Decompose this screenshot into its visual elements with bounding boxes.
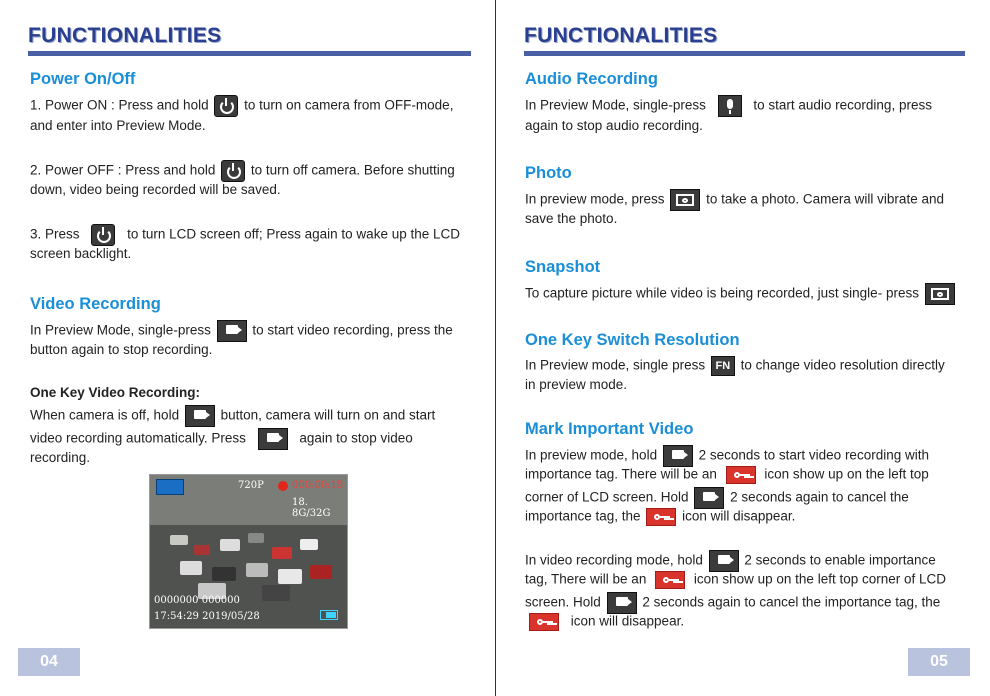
storage-label: 18. 8G/32G [292, 497, 331, 519]
car [220, 539, 240, 551]
video-camera-icon [185, 405, 215, 427]
section-title-power: Power On/Off [30, 70, 136, 88]
key-icon [655, 571, 685, 589]
text: 1. Power ON : Press and hold [30, 97, 209, 113]
mark-p2-line3 [525, 592, 940, 614]
header-rule [28, 51, 471, 56]
text: button, camera will turn on and start [220, 407, 436, 423]
video-camera-icon [258, 428, 288, 450]
microphone-icon [718, 95, 742, 117]
text: to start audio recording, press [753, 97, 932, 113]
text: to turn on camera from OFF-mode, [244, 97, 454, 113]
header-rule [524, 51, 965, 56]
photo-line1 [525, 189, 944, 211]
video-line2: button again to stop recording. [30, 342, 213, 357]
video-line3 [30, 405, 435, 427]
battery-icon [320, 610, 338, 620]
car [180, 561, 202, 575]
power-item3-line1 [30, 224, 460, 246]
power-icon [214, 95, 238, 117]
photo-line2: save the photo. [525, 211, 618, 226]
text: In preview mode, hold [525, 447, 658, 463]
video-line5: recording. [30, 450, 91, 465]
text: 2 seconds again to cancel the [730, 489, 909, 505]
record-dot-icon [278, 481, 288, 491]
text: corner of LCD screen. Hold [525, 489, 689, 505]
text: In video recording mode, hold [525, 552, 703, 568]
text: video recording automatically. Press [30, 430, 246, 446]
mark-p2-line1 [525, 550, 936, 572]
text: icon show up on the left top [764, 466, 929, 482]
video-line4 [30, 428, 413, 450]
mark-p1-line4 [525, 508, 795, 526]
video-line1 [30, 320, 453, 342]
switch-line1 [525, 356, 945, 376]
audio-line2: again to stop audio recording. [525, 118, 703, 133]
video-camera-icon [607, 592, 637, 614]
text: importance tag, the [525, 508, 641, 524]
section-title-video: Video Recording [30, 295, 161, 313]
text: 2 seconds to start video recording with [698, 447, 929, 463]
text: In preview mode, press [525, 191, 665, 207]
power-item3-line2: screen backlight. [30, 246, 132, 261]
text: icon will disappear. [570, 613, 685, 629]
video-camera-icon [217, 320, 247, 342]
text: 3. Press [30, 226, 80, 242]
text: When camera is off, hold [30, 407, 180, 423]
car [212, 567, 236, 581]
datetime-label: 17:54:29 2019/05/28 [154, 611, 260, 622]
text: 2 seconds to enable importance [744, 552, 936, 568]
section-title-switch: One Key Switch Resolution [525, 331, 740, 349]
section-title-mark: Mark Important Video [525, 420, 694, 438]
text: In Preview Mode, single-press [30, 322, 211, 338]
fn-key-icon: FN [711, 356, 735, 376]
page-number: 05 [908, 648, 970, 676]
camera-icon [925, 283, 955, 305]
page-header-title: FUNCTIONALITIES [28, 24, 222, 47]
snapshot-line1 [525, 283, 957, 305]
section-title-photo: Photo [525, 164, 572, 182]
text: icon show up on the left top corner of LCD [693, 571, 947, 587]
car [272, 547, 292, 559]
car [278, 569, 302, 584]
text: to turn LCD screen off; Press again to wake up the LCD [127, 226, 460, 242]
mark-p2-line4 [525, 613, 684, 631]
video-camera-icon [709, 550, 739, 572]
power-item1-line2: and enter into Preview Mode. [30, 118, 206, 133]
key-icon [529, 613, 559, 631]
resolution-label: 720P [238, 480, 264, 491]
text: icon will disappear. [682, 508, 796, 524]
record-time: 000:00:15 [292, 480, 344, 491]
mark-p1-line1 [525, 445, 929, 467]
section-title-audio: Audio Recording [525, 70, 658, 88]
power-icon [91, 224, 115, 246]
mark-p1-line2 [525, 466, 929, 484]
switch-line2: in preview mode. [525, 377, 628, 392]
power-item2-line1 [30, 160, 455, 182]
text: In Preview mode, single press [525, 357, 706, 373]
mark-p2-line2 [525, 571, 946, 589]
text: tag, There will be an [525, 571, 647, 587]
car [262, 585, 290, 601]
text: to turn off camera. Before shutting [250, 162, 455, 178]
text: to change video resolution directly [740, 357, 945, 373]
audio-line1 [525, 95, 932, 117]
power-item1-line1 [30, 95, 453, 117]
section-title-snapshot: Snapshot [525, 258, 601, 276]
page-header-title: FUNCTIONALITIES [524, 24, 718, 47]
camera-screen-image [149, 474, 348, 629]
text: again to stop video [299, 430, 413, 446]
video-camera-icon [663, 445, 693, 467]
car [300, 539, 318, 550]
text: 2. Power OFF : Press and hold [30, 162, 216, 178]
video-mode-icon [156, 479, 184, 495]
car [170, 535, 188, 545]
counter-label: 0000000 000000 [154, 595, 240, 606]
key-icon [726, 466, 756, 484]
text: To capture picture while video is being recorded, just single- press [525, 285, 919, 301]
key-icon [646, 508, 676, 526]
text: importance tag. There will be an [525, 466, 717, 482]
text: In Preview Mode, single-press [525, 97, 706, 113]
one-key-video-subhead: One Key Video Recording: [30, 385, 201, 400]
text: screen. Hold [525, 594, 601, 610]
car [248, 533, 264, 543]
camera-icon [670, 189, 700, 211]
right-page [496, 0, 990, 696]
car [246, 563, 268, 577]
mark-p1-line3 [525, 487, 909, 509]
page-number: 04 [18, 648, 80, 676]
text: to take a photo. Camera will vibrate and [706, 191, 944, 207]
car [194, 545, 210, 555]
power-item2-line2: down, video being recorded will be saved. [30, 182, 281, 197]
video-camera-icon [694, 487, 724, 509]
car [310, 565, 332, 579]
text: 2 seconds again to cancel the importance tag, the [642, 594, 941, 610]
power-icon [221, 160, 245, 182]
text: to start video recording, press the [252, 322, 453, 338]
